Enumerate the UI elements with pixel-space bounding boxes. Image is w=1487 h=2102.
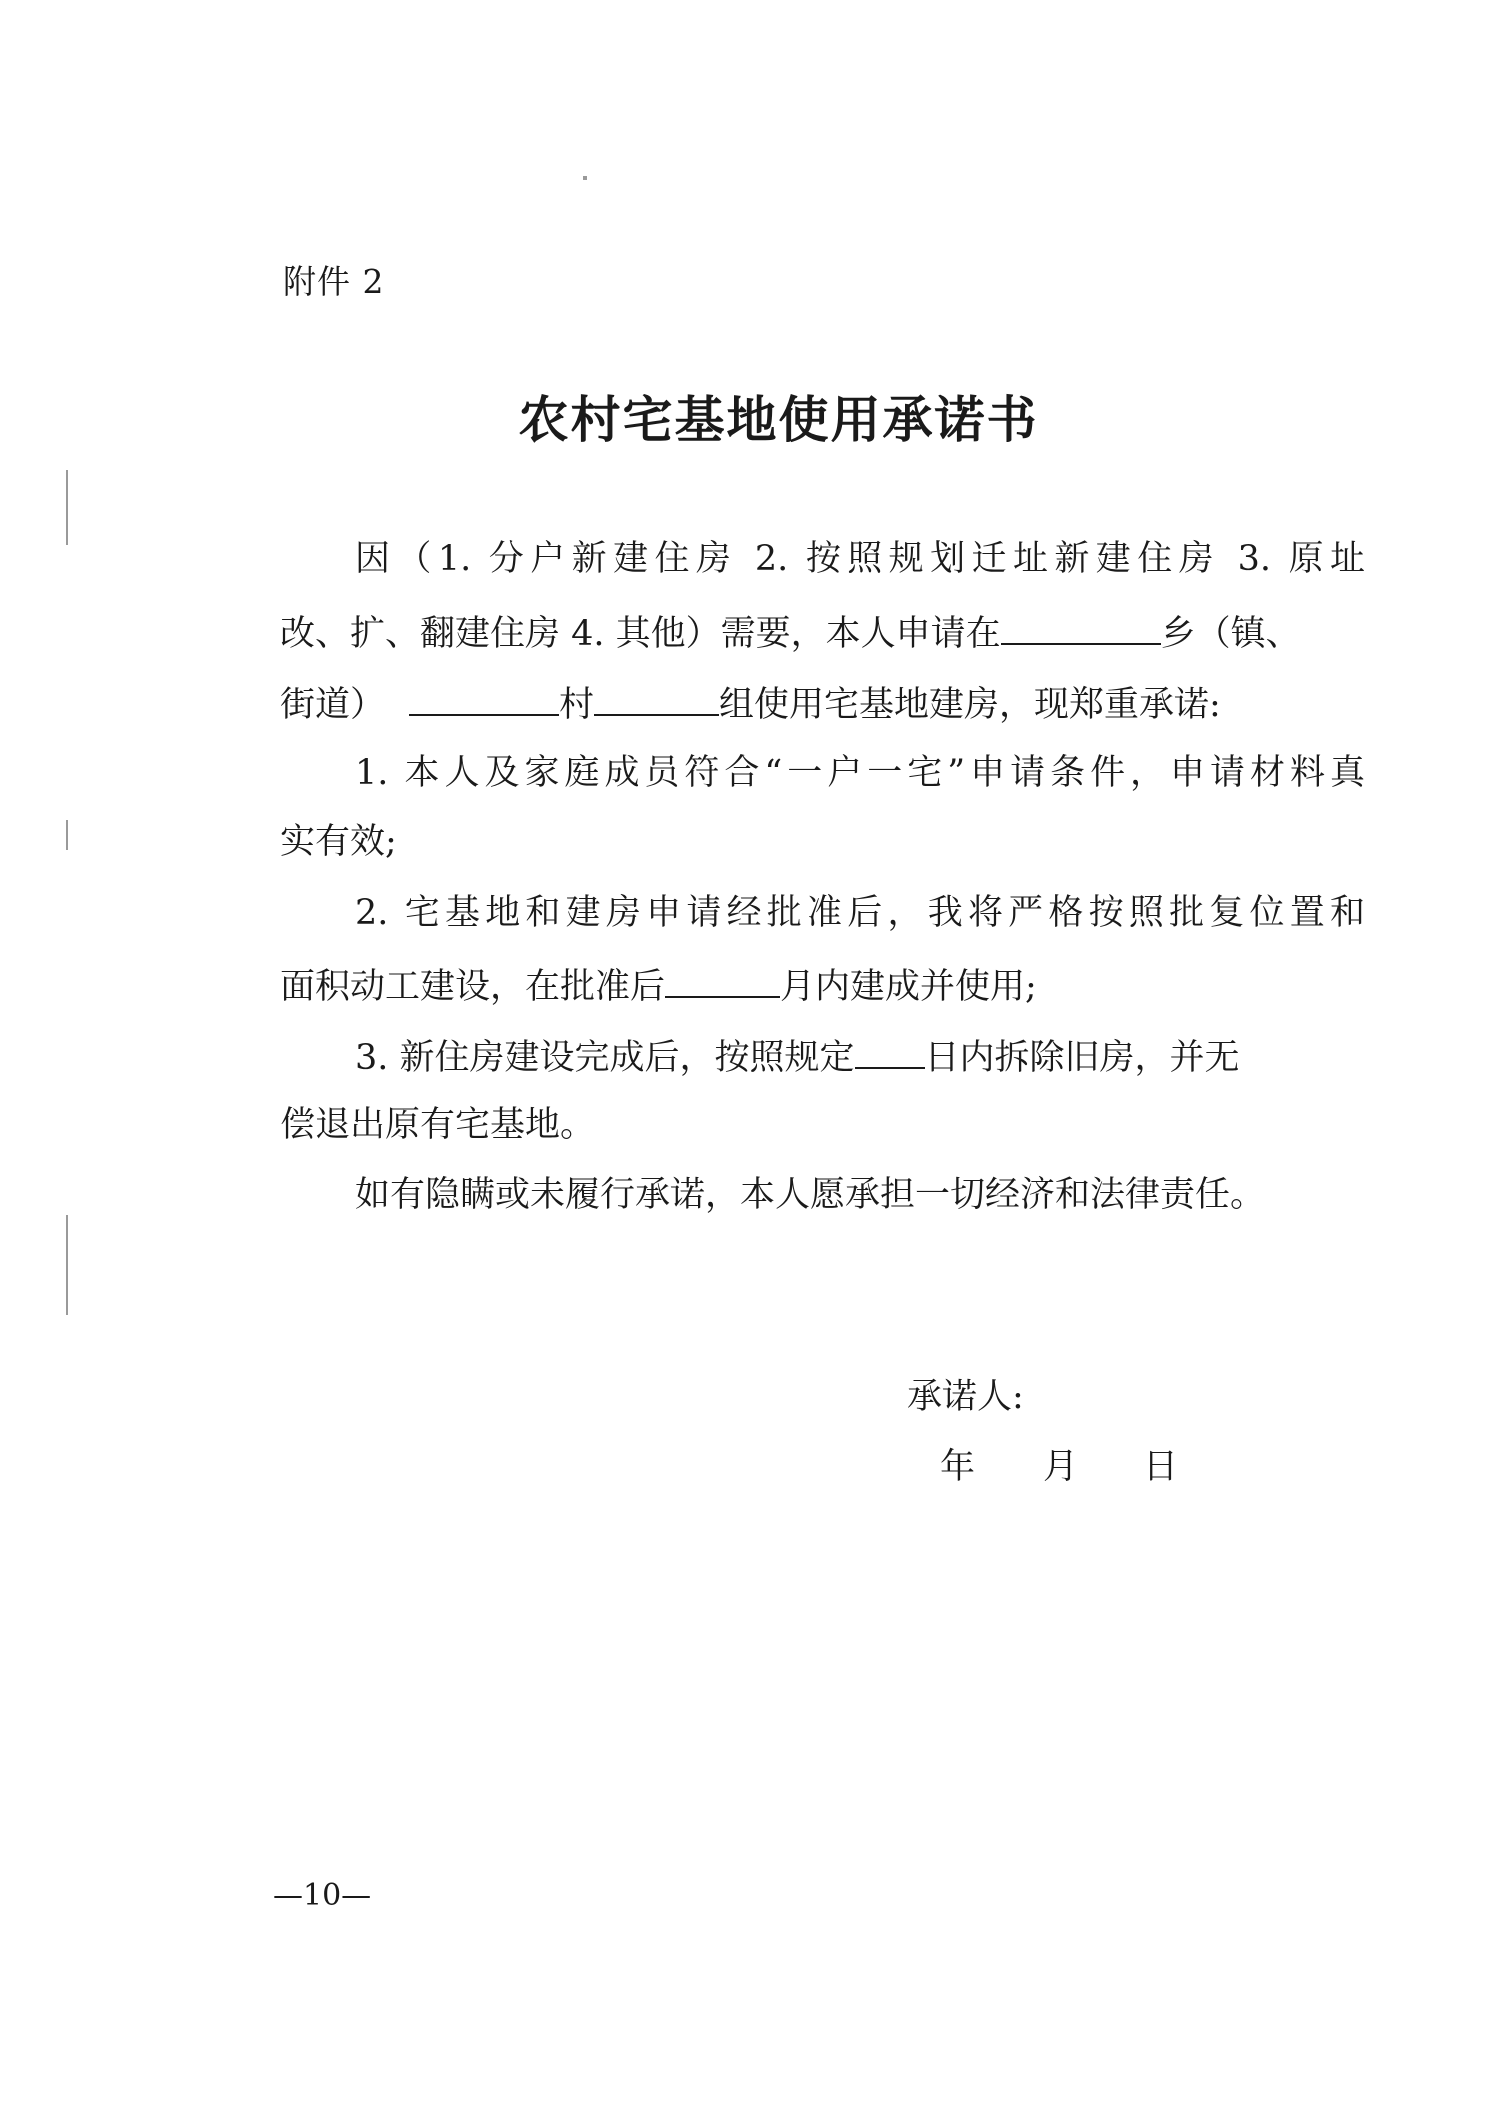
body-line — [280, 684, 1221, 723]
blank-village — [409, 684, 559, 716]
body-line — [355, 893, 1365, 933]
blank-group — [594, 684, 719, 716]
body-text: 乡（镇、 — [1160, 614, 1301, 654]
body-line — [280, 613, 1301, 652]
body-line — [280, 1105, 596, 1145]
attachment-label: 附件 2 — [283, 262, 385, 301]
body-text: 日内拆除旧房，并无 — [924, 1038, 1240, 1078]
body-text: 面积动工建设，在批准后 — [280, 967, 666, 1007]
blank-township — [1001, 613, 1161, 645]
body-line — [355, 1037, 1240, 1076]
body-line — [355, 753, 1365, 793]
promisor-label: 承诺人: — [907, 1377, 1024, 1417]
body-text: 3. 新住房建设完成后，按照规定 — [355, 1038, 855, 1078]
body-line — [280, 822, 397, 862]
body-text: 改、扩、翻建住房 4. 其他）需要，本人申请在 — [280, 614, 1001, 654]
body-text: 实有效; — [280, 822, 397, 862]
body-text: 月内建成并使用; — [780, 967, 1037, 1007]
date-day: 日 — [1143, 1447, 1179, 1487]
body-text: 2. 宅基地和建房申请经批准后，我将严格按照批复位置和 — [355, 893, 1365, 933]
body-line — [355, 539, 1365, 579]
body-text: 街道） — [280, 685, 386, 725]
scan-mark — [66, 1215, 68, 1315]
body-text: 1. 本人及家庭成员符合“一户一宅”申请条件，申请材料真 — [355, 753, 1365, 793]
body-text: 因（1. 分户新建住房 2. 按照规划迁址新建住房 3. 原址 — [355, 539, 1365, 579]
body-text: 组使用宅基地建房，现郑重承诺: — [719, 685, 1221, 725]
page-title: 农村宅基地使用承诺书 — [518, 390, 1039, 449]
body-text: 偿退出原有宅基地。 — [280, 1105, 596, 1145]
date-year: 年 — [940, 1447, 976, 1487]
blank-days — [855, 1037, 925, 1069]
page-number: —10— — [273, 1878, 372, 1913]
scan-mark — [66, 470, 68, 545]
scan-mark — [66, 820, 68, 850]
date-month: 月 — [1043, 1447, 1079, 1487]
body-text: 村 — [559, 685, 595, 725]
body-line — [355, 1175, 1266, 1215]
scan-mark — [583, 176, 587, 180]
blank-months — [665, 966, 780, 998]
closing-text: 如有隐瞒或未履行承诺，本人愿承担一切经济和法律责任。 — [355, 1175, 1266, 1215]
body-line — [280, 966, 1037, 1005]
